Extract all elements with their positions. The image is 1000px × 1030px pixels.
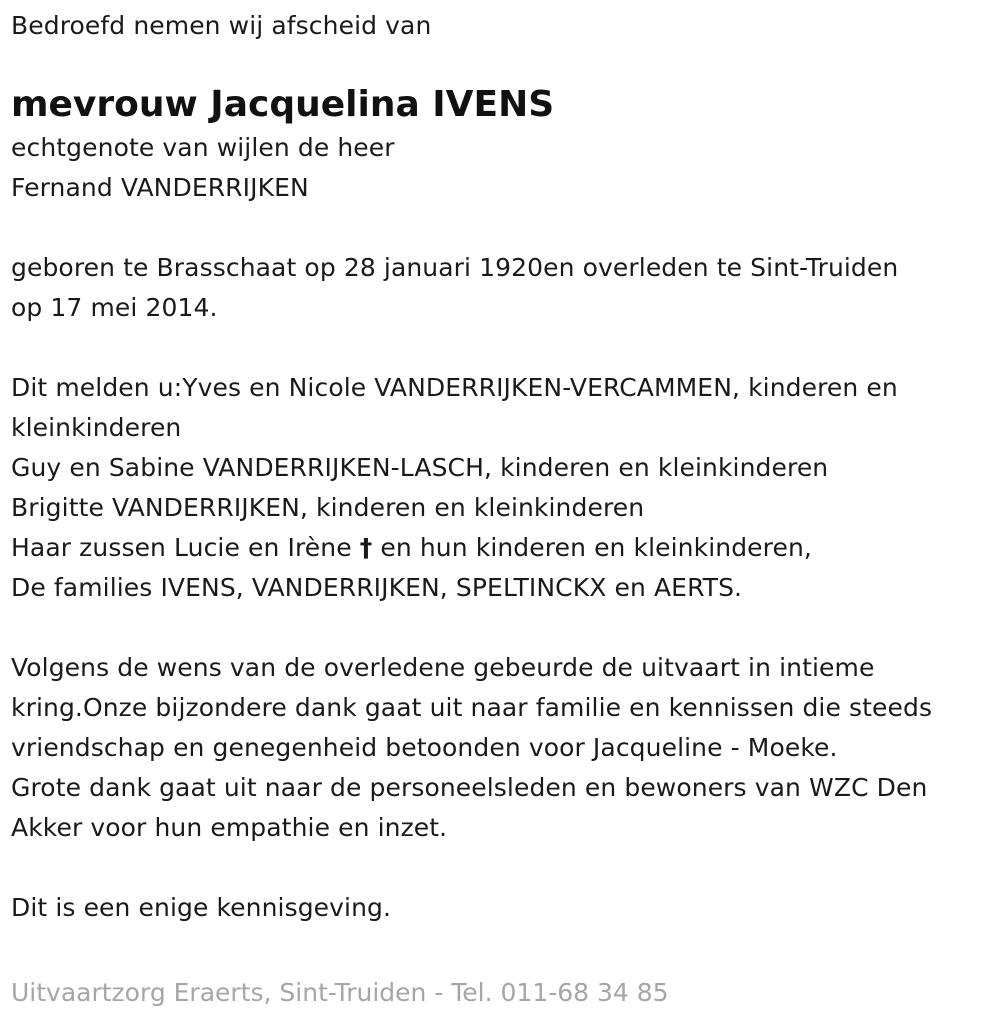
family-line: kleinkinderen [11,413,182,442]
family-line: De families IVENS, VANDERRIJKEN, SPELTINCKX en AERTS. [11,573,743,602]
funeral-line: Grote dank gaat uit naar de personeelsleden en bewoners van WZC Den [11,773,928,802]
funeral-line: Akker voor hun empathie en inzet. [11,813,448,842]
spacer [11,208,1000,248]
cross-icon: † [359,533,373,562]
spacer [11,848,1000,888]
deceased-name: mevrouw Jacquelina IVENS [11,84,555,125]
spacer [11,328,1000,368]
intro-text: Bedroefd nemen wij afscheid van [11,11,432,40]
family-line: Dit melden u:Yves en Nicole VANDERRIJKEN-VERCAMMEN, kinderen en [11,373,898,402]
family-line: Guy en Sabine VANDERRIJKEN-LASCH, kinderen en kleinkinderen [11,453,829,482]
funeral-line: Volgens de wens van de overledene gebeurde de uitvaart in intieme [11,653,875,682]
birth-death-line-2: op 17 mei 2014. [11,293,218,322]
funeral-line: kring.Onze bijzondere dank gaat uit naar familie en kennissen die steeds [11,693,933,722]
family-section [11,368,1000,608]
funeral-line: vriendschap en genegenheid betoonden voor Jacqueline - Moeke. [11,733,838,762]
family-line: Brigitte VANDERRIJKEN, kinderen en kleinkinderen [11,493,645,522]
spacer [11,608,1000,648]
funeral-section [11,648,1000,848]
spouse-line-1: echtgenote van wijlen de heer [11,133,395,162]
birth-death-line-1: geboren te Brasschaat op 28 januari 1920en overleden te Sint-Truiden [11,253,899,282]
sisters-text: Haar zussen Lucie en Irène [11,533,360,562]
closing-text: Dit is een enige kennisgeving. [11,893,392,922]
family-line-sisters [11,528,1000,568]
sisters-text-rest: en hun kinderen en kleinkinderen, [372,533,812,562]
spouse-line-2: Fernand VANDERRIJKEN [11,173,309,202]
funeral-home-footer: Uitvaartzorg Eraerts, Sint-Truiden - Tel. 011-68 34 85 [11,978,669,1007]
